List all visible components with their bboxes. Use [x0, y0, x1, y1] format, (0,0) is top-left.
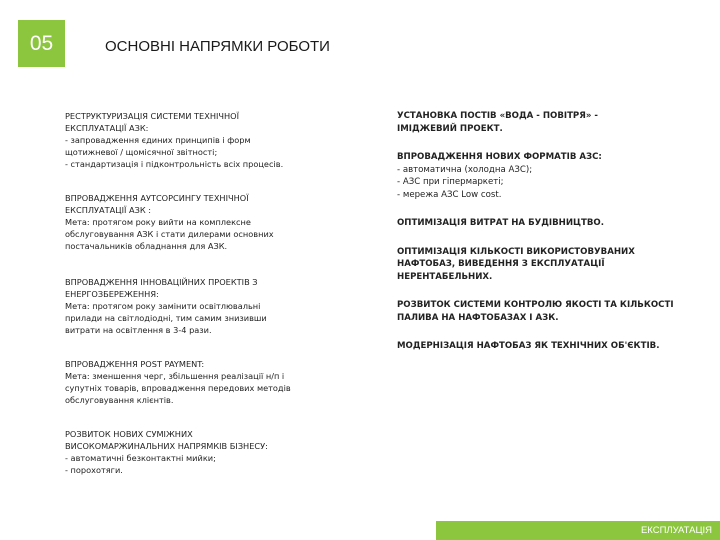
- left-section: [65, 110, 365, 170]
- list-item: щотижневої / щомісячної звітності;: [65, 147, 218, 157]
- list-item: - порохотяги.: [65, 465, 123, 475]
- left-section: [65, 428, 365, 476]
- list-item: постачальників обладнання для АЗК.: [65, 241, 228, 251]
- right-section: [397, 340, 697, 353]
- section-heading: ВИСОКОМАРЖИНАЛЬНИХ НАПРЯМКІВ БІЗНЕСУ:: [65, 441, 268, 451]
- section-lines: [65, 300, 365, 336]
- section-heading: ПАЛИВА НА НАФТОБАЗАХ І АЗК.: [397, 312, 559, 323]
- section-lines: [397, 164, 697, 202]
- section-lines: [65, 216, 365, 252]
- section-heading: МОДЕРНІЗАЦІЯ НАФТОБАЗ ЯК ТЕХНІЧНИХ ОБ'ЄКТІВ.: [397, 341, 660, 351]
- list-item: прилади на світлодіодні, тим самим знизивши: [65, 313, 267, 323]
- section-heading: РЕСТРУКТУРИЗАЦІЯ СИСТЕМИ ТЕХНІЧНОЇ: [65, 111, 240, 121]
- section-lines: [65, 134, 365, 170]
- right-section: [397, 217, 697, 230]
- left-column: [65, 110, 365, 476]
- list-item: Мета: протягом року вийти на комплексне: [65, 217, 251, 227]
- section-heading: ВПРОВАДЖЕННЯ АУТСОРСИНГУ ТЕХНІЧНОЇ: [65, 193, 249, 203]
- list-item: Мета: зменшення черг, збільшення реалізації н/п і: [65, 371, 285, 381]
- section-heading: НАФТОБАЗ, ВИВЕДЕННЯ З ЕКСПЛУАТАЦІЇ: [397, 259, 605, 269]
- section-heading: ЕКСПЛУАТАЦІЇ АЗК :: [65, 205, 152, 215]
- list-item: - автоматичні безконтактні мийки;: [65, 453, 216, 463]
- list-item: Мета: протягом року замінити освітлювальні: [65, 301, 261, 311]
- section-lines: [65, 370, 365, 406]
- section-heading: ВПРОВАДЖЕННЯ POST PAYMENT:: [65, 359, 205, 369]
- list-item: - мережа АЗС Low cost.: [397, 189, 502, 200]
- list-item: - автоматична (холодна АЗС);: [397, 164, 533, 175]
- left-section: [65, 192, 365, 252]
- section-heading: ВПРОВАДЖЕННЯ НОВИХ ФОРМАТІВ АЗС:: [397, 152, 602, 162]
- section-heading: РОЗВИТОК НОВИХ СУМІЖНИХ: [65, 429, 193, 439]
- list-item: витрати на освітлення в 3-4 рази.: [65, 325, 212, 335]
- slide-number-badge: 05: [18, 20, 65, 67]
- left-section: [65, 276, 365, 336]
- left-section: [65, 358, 365, 406]
- section-heading: УСТАНОВКА ПОСТІВ «ВОДА - ПОВІТРЯ» -: [397, 111, 598, 121]
- section-heading: ІМІДЖЕВИЙ ПРОЕКТ.: [397, 123, 503, 134]
- list-item: обслуговування клієнтів.: [65, 395, 174, 405]
- section-heading: ЕКСПЛУАТАЦІЇ АЗК:: [65, 123, 149, 133]
- right-section: [397, 110, 697, 135]
- section-heading: НЕРЕНТАБЕЛЬНИХ.: [397, 271, 493, 282]
- right-section: [397, 246, 697, 284]
- right-section: [397, 151, 697, 201]
- section-heading: ОПТИМІЗАЦІЯ ВИТРАТ НА БУДІВНИЦТВО.: [397, 218, 604, 228]
- list-item: обслуговування АЗК і стати дилерами основних: [65, 229, 274, 239]
- section-heading: ЕНЕРГОЗБЕРЕЖЕННЯ:: [65, 289, 159, 299]
- section-heading: ВПРОВАДЖЕННЯ ІННОВАЦІЙНИХ ПРОЕКТІВ З: [65, 277, 258, 287]
- section-heading: ОПТИМІЗАЦІЯ КІЛЬКОСТІ ВИКОРИСТОВУВАНИХ: [397, 246, 635, 257]
- slide-title: ОСНОВНІ НАПРЯМКИ РОБОТИ: [105, 38, 330, 55]
- list-item: - АЗС при гіпермаркеті;: [397, 177, 504, 187]
- footer-section-label: ЕКСПЛУАТАЦІЯ: [436, 521, 720, 540]
- list-item: - стандартизація і підконтрольність всіх процесів.: [65, 159, 284, 169]
- right-section: [397, 299, 697, 324]
- list-item: супутніх товарів, впровадження передових методів: [65, 383, 291, 393]
- list-item: - запровадження єдиних принципів і форм: [65, 135, 251, 145]
- section-heading: РОЗВИТОК СИСТЕМИ КОНТРОЛЮ ЯКОСТІ ТА КІЛЬКОСТІ: [397, 300, 674, 310]
- right-column: [397, 110, 697, 353]
- section-lines: [65, 452, 365, 476]
